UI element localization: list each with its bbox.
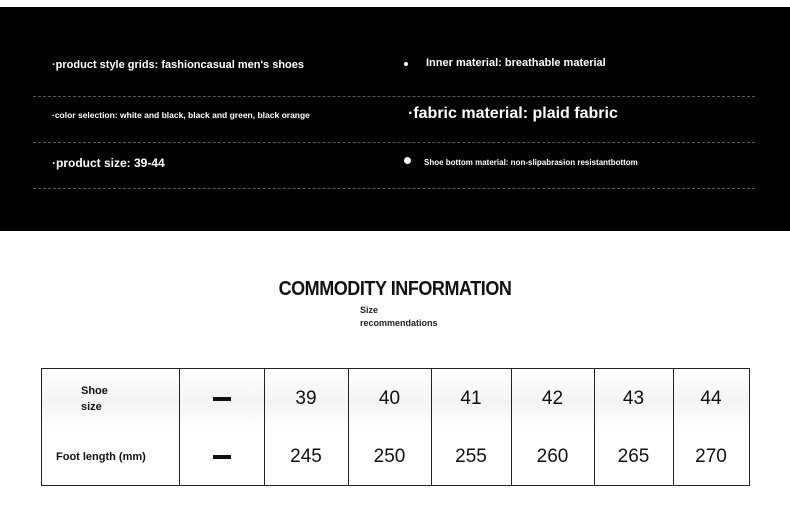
- foot-length-cell: 255: [455, 445, 487, 467]
- empty-dash-cell: [179, 369, 264, 428]
- spec-divider: [33, 188, 755, 189]
- size-cell: 43: [622, 387, 645, 409]
- spec-shoe-bottom-material: Shoe bottom material: non-slipabrasion resistantbottom: [424, 158, 638, 167]
- foot-length-label: Foot length (mm): [56, 450, 146, 463]
- size-cell: 42: [541, 387, 564, 409]
- dash-icon: [213, 455, 231, 459]
- column-divider: [348, 369, 349, 485]
- column-divider: [673, 369, 674, 485]
- size-note-line-2: recommendations: [360, 318, 438, 328]
- shoe-size-label-line-2: size: [81, 400, 102, 413]
- column-divider: [431, 369, 432, 485]
- foot-length-cell: 245: [290, 445, 322, 467]
- column-divider: [179, 369, 180, 485]
- product-spec-panel: [0, 7, 790, 231]
- size-table-header-row: [42, 369, 749, 428]
- size-recommendations-note: [360, 304, 460, 330]
- top-strip: [0, 0, 790, 7]
- size-cell: 44: [700, 387, 722, 409]
- column-divider: [264, 369, 265, 485]
- size-cell: 40: [378, 387, 401, 409]
- shoe-size-label-line-1: Shoe: [81, 384, 108, 397]
- foot-length-cell: 270: [695, 445, 727, 467]
- shoe-size-label: [42, 369, 179, 428]
- foot-length-cell: 265: [617, 445, 650, 467]
- column-divider: [511, 369, 512, 485]
- size-table: [41, 368, 750, 486]
- spec-color-selection: ·color selection: white and black, black and green, black orange: [52, 110, 310, 120]
- commodity-information-heading: COMMODITY INFORMATION: [278, 278, 512, 300]
- empty-dash-cell: [179, 428, 264, 485]
- spec-product-size: ·product size: 39-44: [52, 156, 165, 170]
- size-table-foot-length-row: [42, 428, 749, 485]
- size-cell: 39: [295, 387, 317, 409]
- column-divider: [594, 369, 595, 485]
- spec-product-style: ·product style grids: fashioncasual men's shoes: [52, 59, 305, 71]
- bullet-dot-icon: [404, 157, 411, 164]
- size-note-line-1: Size: [360, 305, 379, 315]
- spec-divider: [33, 96, 755, 97]
- foot-length-cell: 250: [373, 445, 406, 467]
- foot-length-cell: 260: [536, 445, 569, 467]
- bullet-dot-icon: [404, 62, 408, 66]
- spec-fabric-material: ·fabric material: plaid fabric: [408, 105, 618, 122]
- dash-icon: [213, 397, 231, 401]
- size-cell: 41: [460, 387, 482, 409]
- spec-divider: [33, 142, 755, 143]
- spec-inner-material: Inner material: breathable material: [426, 57, 606, 69]
